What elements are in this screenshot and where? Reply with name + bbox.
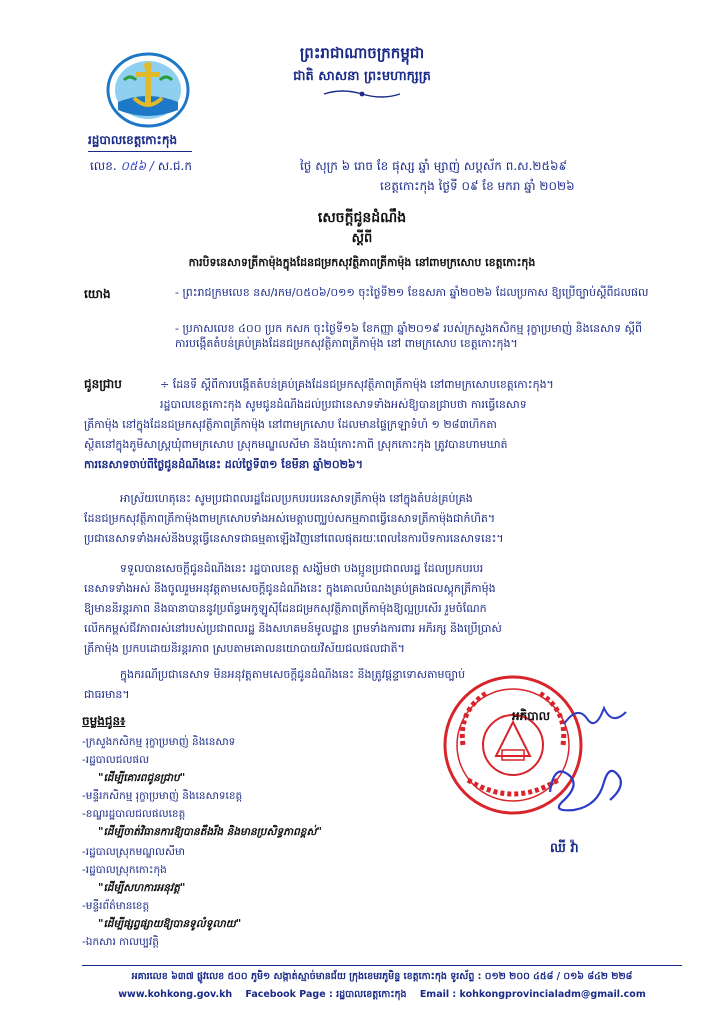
cc-purpose: "ដើម្បីផ្សព្វផ្សាយឱ្យបានទូលំទូលាយ" <box>98 918 242 930</box>
document-about: ស្តីពី <box>351 231 373 246</box>
notice-line: ត្រីកាម៉ុង នៅក្នុងដែនជម្រកសុវត្ថិភាពត្រីកាម៉ុង នៅពាមក្រសោប ដែលមានផ្ទៃក្រឡាទំហំ ១ ២៨៣ហិកតា <box>84 418 497 431</box>
national-motto: ជាតិ សាសនា ព្រះមហាក្សត្រ <box>293 69 431 84</box>
footer-address: អគារលេខ ៦៣៧ ផ្លូវលេខ ៥០០ ភូមិ១ សង្កាត់ស្មាច់មានជ័យ ក្រុងខេមរភូមិន្ទ ខេត្តកោះកុង ទូរស័ព្ទ : ០១២ ២០០ ៤៥៨ / ០១៦ ៨៤២ ២២៨ <box>131 971 633 982</box>
cc-purpose: "ដើម្បីចាត់វិធានការឱ្យបានតឹងរឹង និងមានប្រសិទ្ធភាពខ្ពស់" <box>98 826 322 838</box>
footer-facebook[interactable]: Facebook Page : រដ្ឋបាលខេត្តកោះកុង <box>245 989 407 1000</box>
document-subject: ការបិទនេសាទត្រីកាម៉ុងក្នុងដែនជម្រកសុវត្ថិភាពត្រីកាម៉ុង នៅពាមក្រសោប ខេត្តកោះកុង <box>188 256 536 269</box>
reference-item: - ព្រះរាជក្រមលេខ នស/រកម/០៥០៦/០១១ ចុះថ្ងៃទី២១ ខែឧសភា ឆ្នាំ២០២៦ ដែលប្រកាស ឱ្យប្រើច្បាប់ស្តីពីជលផល <box>175 286 649 299</box>
notice-line: ការនេសាទចាប់ពីថ្ងៃជូនដំណឹងនេះ ដល់ថ្ងៃទី៣១ ខែមីនា ឆ្នាំ២០២៦។ <box>84 458 363 471</box>
initials-signature-icon <box>560 700 630 732</box>
notice-line: ÷ ដែនទី ស្តីពីការបង្កើតតំបន់គ្រប់គ្រងដែនជម្រកសុវត្ថិភាពត្រីកាម៉ុង នៅពាមក្រសោបខេត្តកោះកុង។ <box>160 378 554 391</box>
handwritten-signature-icon <box>540 752 630 822</box>
cc-purpose: "ដើម្បីគោរពជូនជ្រាប" <box>98 772 186 784</box>
cc-recipient: -ក្រសួងកសិកម្ម រុក្ខាប្រមាញ់ និងនេសាទ <box>82 736 236 748</box>
ref-number-value: ០៥៦ / <box>120 159 154 173</box>
paragraph-line: ដែនជម្រកសុវត្ថិភាពត្រីកាម៉ុងពាមក្រសោបទាំងអស់មេត្តាបញ្ឈប់សកម្មភាពធ្វើនេសាទត្រីកាម៉ុងជាកំហិត។ <box>84 512 496 525</box>
ornament-divider-icon <box>322 88 402 100</box>
reference-number <box>90 158 192 176</box>
cc-title: ចម្លងជូន៖ <box>82 714 126 728</box>
cc-recipient: -រដ្ឋបាលជលផល <box>82 754 150 766</box>
document-title: សេចក្តីជូនដំណឹង <box>317 210 407 226</box>
paragraph-line: ជាធរមាន។ <box>84 688 130 701</box>
paragraph-line: ឱ្យមាននិរន្តរភាព និងធានាបាននូវប្រព័ន្ធអេកូឡូស៊ីដែនជម្រកសុវត្ថិភាពត្រីកាម៉ុងឱ្យល្អប្រសើរ រួមចំណែក <box>84 602 487 615</box>
footer-contacts <box>82 988 682 1002</box>
signatory-name: ឈី វ៉ា <box>550 841 579 856</box>
cc-recipient: -មន្ទីរព័ត៌មានខេត្ត <box>82 900 150 912</box>
ref-label: លេខ. <box>90 159 117 173</box>
cc-recipient: -មន្ទីរកសិកម្ម រុក្ខាប្រមាញ់ និងនេសាទខេត្ត <box>82 790 243 802</box>
footer-email[interactable]: Email : kohkongprovincialadm@gmail.com <box>419 989 646 1000</box>
paragraph-line: ទទួលបានសេចក្តីជូនដំណឹងនេះ រដ្ឋបាលខេត្ត សង្ឃឹមថា បងប្អូនប្រជាពលរដ្ឋ ដែលប្រកបរបរ <box>120 562 484 575</box>
authority-underline <box>88 151 192 152</box>
paragraph-line: ត្រីកាម៉ុង ប្រកបដោយនិរន្តរភាព ស្របតាមគោលនយោបាយវិស័យជលផលជាតិ។ <box>84 642 405 655</box>
signatory-title: អភិបាល <box>512 709 551 723</box>
ref-suffix: ស.ជ.ក <box>157 159 192 173</box>
cc-recipient: -ខណ្ឌរដ្ឋបាលជលផលខេត្ត <box>82 808 186 820</box>
paragraph-line: លើកកម្ពស់ជីវភាពរស់នៅរបស់ប្រជាពលរដ្ឋ និងសហគមន៍មូលដ្ឋាន ព្រមទាំងការពារ អភិរក្ស និងប្រើប្រាស់ <box>84 622 502 635</box>
reference-item: - ប្រកាសលេខ ៤០០ ប្រក កសក ចុះថ្ងៃទី១៦ ខែកញ្ញា ឆ្នាំ២០១៩ របស់ក្រសួងកសិកម្ម រុក្ខាប្រមាញ់ និងនេសាទ ស្តីពីការបង្កើតតំបន់គ្រប់គ្រងដែនជម្រកសុវត្ថិភាពត្រីកាម៉ុង នៅ ពាមក្រសោប ខេត្តកោះកុង។ <box>175 322 643 350</box>
paragraph-line: ប្រជានេសាទទាំងអស់នឹងបន្តធ្វើនេសាទជាធម្មតាឡើងវិញនៅពេលផុតរយៈពេលនៃការបិទការនេសាទនេះ។ <box>84 532 504 545</box>
notice-line: ស្ថិតនៅក្នុងភូមិសាស្ត្រឃុំពាមក្រសោប ស្រុកមណ្ឌលសីមា និងឃុំកោះកាពិ ស្រុកកោះកុង ត្រូវបានហាមឃាត់ <box>84 438 508 451</box>
kingdom-header: ព្រះរាជាណាចក្រកម្ពុជា <box>299 44 425 62</box>
cc-recipient: -ឯកសារ កាលប្បវត្តិ <box>82 936 159 948</box>
footer-website-link[interactable]: www.kohkong.gov.kh <box>118 989 233 1000</box>
notice-label: ជូនជ្រាប <box>84 377 122 391</box>
cc-recipient: -រដ្ឋបាលស្រុកកោះកុង <box>82 864 167 876</box>
cc-recipient: -រដ្ឋបាលស្រុកមណ្ឌលសីមា <box>82 846 186 858</box>
lunar-date: ថ្ងៃ សុក្រ ៦ រោច ខែ ផុស្ស ឆ្នាំ ម្សាញ់ សប្តស័ក ព.ស.២៥៦៩ <box>300 159 567 173</box>
paragraph-line: អាស្រ័យហេតុនេះ សូមប្រជាពលរដ្ឋដែលប្រកបរបរនេសាទត្រីកាម៉ុង នៅក្នុងតំបន់គ្រប់គ្រង <box>120 492 473 505</box>
footer-divider <box>82 965 682 966</box>
fisheries-logo-icon <box>104 50 192 130</box>
paragraph-line: ក្នុងករណីប្រជានេសាទ មិនអនុវត្តតាមសេចក្តីជូនដំណឹងនេះ នឹងត្រូវផ្តន្ទាទោសតាមច្បាប់ <box>120 668 466 681</box>
cc-purpose: "ដើម្បីសហការអនុវត្ត" <box>98 882 186 894</box>
paragraph-line: នេសាទទាំងអស់ នឹងចូលរួមអនុវត្តតាមសេចក្តីជូនដំណឹងនេះ ក្នុងគោលបំណងគ្រប់គ្រងផលស្តុកត្រីកាម៉ុង <box>84 582 496 595</box>
solar-date: ខេត្តកោះកុង ថ្ងៃទី ០៩ ខែ មករា ឆ្នាំ ២០២៦ <box>380 179 575 193</box>
notice-line: រដ្ឋបាលខេត្តកោះកុង សូមជូនដំណឹងដល់ប្រជានេសាទទាំងអស់ឱ្យបានជ្រាបថា ការធ្វើនេសាទ <box>160 398 527 411</box>
references-label: យោង <box>84 287 111 301</box>
issuing-authority: រដ្ឋបាលខេត្តកោះកុង <box>88 133 178 147</box>
